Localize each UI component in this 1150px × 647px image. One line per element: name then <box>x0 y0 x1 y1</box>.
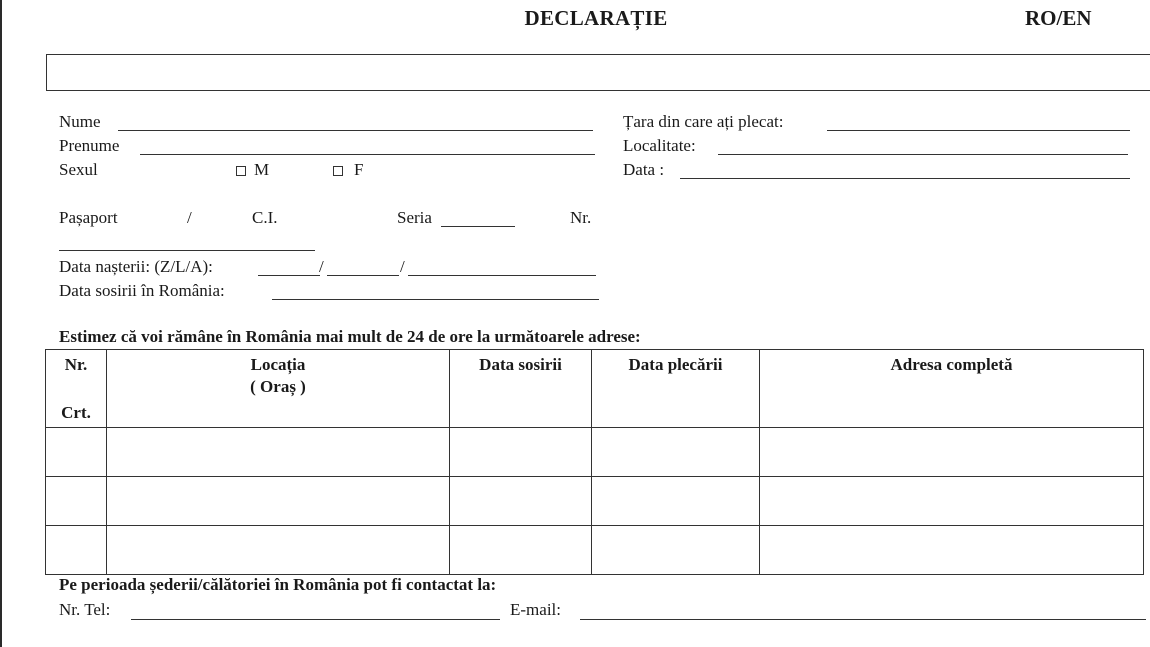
table-header-row <box>46 350 1144 428</box>
tara-label: Țara din care ați plecat: <box>623 112 784 131</box>
email-label: E-mail: <box>510 600 561 619</box>
table-cell[interactable] <box>450 428 592 477</box>
seria-field[interactable] <box>441 226 515 227</box>
birth-slash-1: / <box>319 257 324 276</box>
data-sosirii-field[interactable] <box>272 299 599 300</box>
table-cell[interactable] <box>592 428 760 477</box>
table-row <box>46 477 1144 526</box>
prenume-label: Prenume <box>59 136 120 155</box>
table-cell[interactable] <box>592 477 760 526</box>
sex-f-checkbox[interactable] <box>333 166 343 176</box>
birth-day-field[interactable] <box>258 275 320 276</box>
language-code: RO/EN <box>1025 6 1092 30</box>
data-label: Data : <box>623 160 665 179</box>
birth-year-field[interactable] <box>408 275 596 276</box>
table-cell[interactable] <box>760 526 1144 575</box>
nr-header-bottom: Crt. <box>61 403 91 422</box>
table-cell[interactable] <box>107 526 450 575</box>
prenume-field[interactable] <box>140 154 595 155</box>
email-field[interactable] <box>580 619 1146 620</box>
form-title: DECLARAȚIE <box>524 6 668 30</box>
table-cell[interactable] <box>107 477 450 526</box>
birth-month-field[interactable] <box>327 275 399 276</box>
stay-heading: Estimez că voi rămâne în România mai mult de 24 de ore la următoarele adrese: <box>59 327 641 346</box>
tel-label: Nr. Tel: <box>59 600 111 619</box>
table-cell[interactable] <box>46 526 107 575</box>
data-field[interactable] <box>680 178 1130 179</box>
title-box <box>46 54 1150 91</box>
sex-m-checkbox[interactable] <box>236 166 246 176</box>
tara-field[interactable] <box>827 130 1130 131</box>
table-row <box>46 526 1144 575</box>
seria-label: Seria <box>397 208 432 227</box>
table-cell[interactable] <box>107 428 450 477</box>
sexul-label: Sexul <box>59 160 98 179</box>
col-header-data-sosirii: Data sosirii <box>450 350 592 428</box>
table-cell[interactable] <box>450 526 592 575</box>
oras-header: ( Oraș ) <box>250 377 306 396</box>
nume-label: Nume <box>59 112 101 131</box>
data-nasterii-label: Data nașterii: (Z/L/A): <box>59 257 213 276</box>
nr-field[interactable] <box>59 250 315 251</box>
contact-heading: Pe perioada șederii/călătoriei în România pot fi contactat la: <box>59 575 497 594</box>
data-sosirii-label: Data sosirii în România: <box>59 281 225 300</box>
page-edge-line <box>0 0 2 647</box>
table-cell[interactable] <box>760 428 1144 477</box>
document-slash: / <box>187 208 192 227</box>
table-cell[interactable] <box>592 526 760 575</box>
sex-m-label: M <box>254 160 270 179</box>
localitate-label: Localitate: <box>623 136 696 155</box>
table-row <box>46 428 1144 477</box>
tel-field[interactable] <box>131 619 500 620</box>
localitate-field[interactable] <box>718 154 1128 155</box>
address-table <box>45 349 1144 575</box>
table-cell[interactable] <box>760 477 1144 526</box>
col-header-locatia <box>107 350 450 428</box>
pasaport-label: Pașaport <box>59 208 118 227</box>
table-cell[interactable] <box>46 428 107 477</box>
locatia-header: Locația <box>250 355 306 374</box>
table-cell[interactable] <box>46 477 107 526</box>
nr-label: Nr. <box>570 208 592 227</box>
nume-field[interactable] <box>118 130 593 131</box>
col-header-data-plecarii: Data plecării <box>592 350 760 428</box>
col-header-adresa: Adresa completă <box>760 350 1144 428</box>
sex-f-label: F <box>354 160 364 179</box>
table-cell[interactable] <box>450 477 592 526</box>
ci-label: C.I. <box>252 208 278 227</box>
nr-header-top: Nr. <box>64 355 88 374</box>
birth-slash-2: / <box>400 257 405 276</box>
col-header-nr <box>46 350 107 428</box>
